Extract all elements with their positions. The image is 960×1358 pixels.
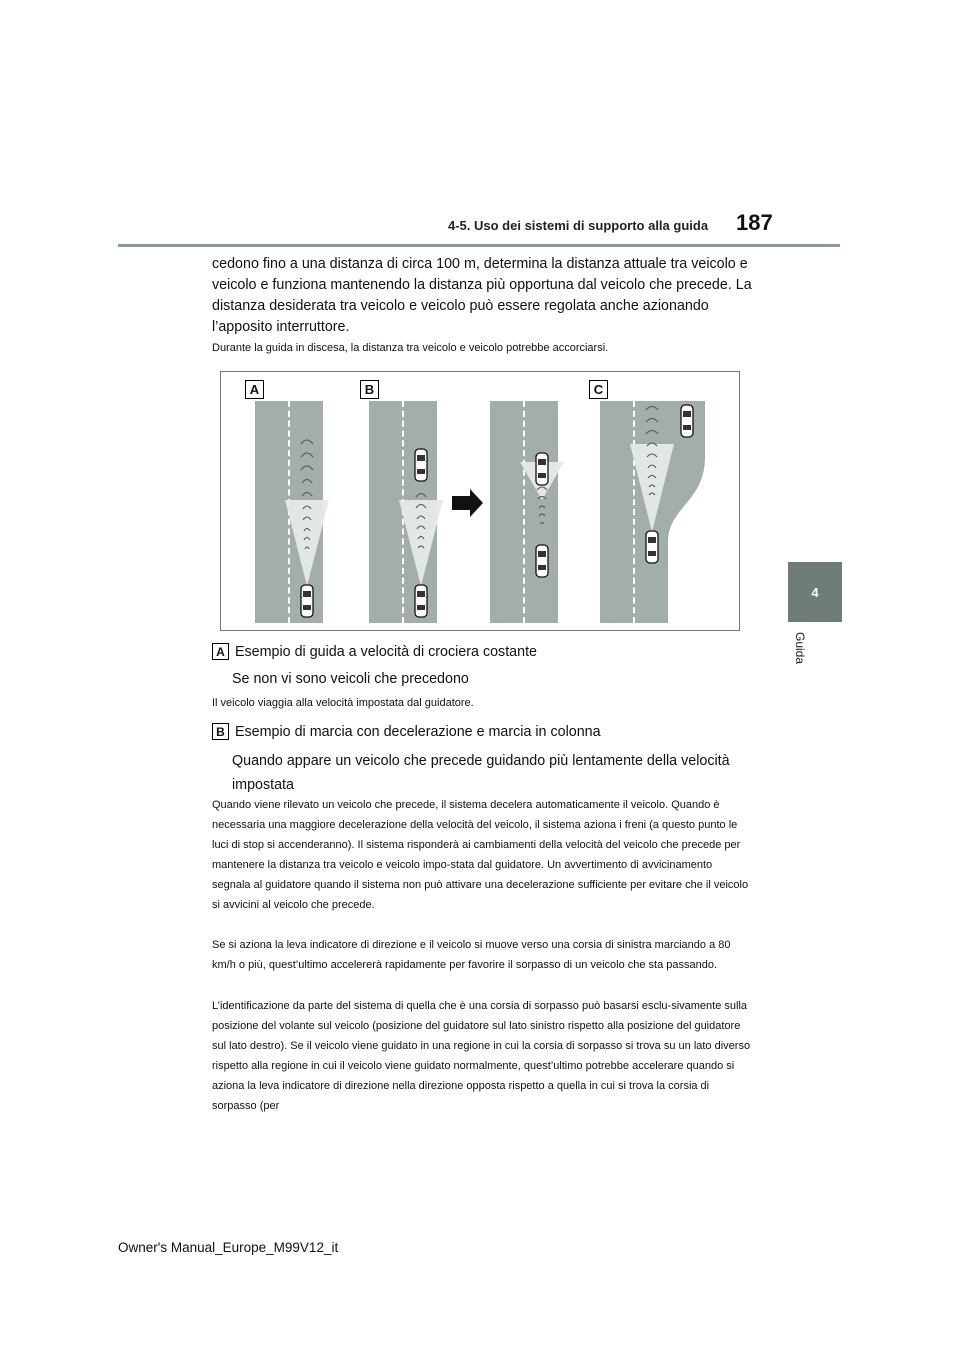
- footer-manual-id: Owner's Manual_Europe_M99V12_it: [118, 1240, 339, 1255]
- header-divider: [118, 244, 840, 247]
- item-a-body: Il veicolo viaggia alla velocità impostata dal guidatore.: [212, 697, 474, 709]
- item-a-subtitle: Se non vi sono veicoli che precedono: [232, 671, 469, 687]
- car-a-own: [300, 584, 314, 618]
- car-c-merging: [680, 404, 694, 438]
- transition-arrow: [452, 489, 483, 517]
- chapter-tab[interactable]: 4: [788, 562, 842, 622]
- item-a-badge: A: [212, 643, 229, 660]
- radar-beam-b1: [399, 500, 443, 586]
- item-a-title: Esempio di guida a velocità di crociera costante: [235, 643, 537, 660]
- page-number: 187: [736, 210, 773, 235]
- car-c-own: [645, 530, 659, 564]
- chapter-label: Guida: [793, 632, 807, 665]
- diagram-overlay: [221, 372, 741, 632]
- acc-diagram: [220, 371, 740, 631]
- item-a-heading: [212, 643, 537, 660]
- item-b-heading: [212, 723, 601, 740]
- item-b-paragraph-2: Se si aziona la leva indicatore di direzione e il veicolo si muove verso una corsia di sinistra marciando a 80 km/h o più, quest’ultimo accelererà rapidamente per favorire il sorpasso di un veicolo che sta passando.: [212, 939, 731, 971]
- item-b-paragraph-3: L’identificazione da parte del sistema di quella che è una corsia di sorpasso può basarsi esclu-sivamente sulla posizione del volante sul veicolo (posizione del guidatore sul lato sinistro rispetto alla posizione del guidatore sul lato destro). Se il veicolo viene guidato in una regione in cui la corsia di sorpasso si trova su un lato diverso rispetto alla regione in cui il veicolo viene guidato normalmente, quest’ultimo potrebbe accelerare quando si aziona la leva indicatore di direzione nella direzione opposta rispetto a quella in cui si trova la corsia di sorpasso (per: [212, 1000, 751, 1112]
- figure-label-b: B: [360, 380, 379, 399]
- radar-waves: [301, 407, 658, 550]
- car-b2-own: [535, 544, 549, 578]
- section-title: 4-5. Uso dei sistemi di supporto alla guida: [448, 218, 709, 233]
- car-b1-lead: [414, 448, 428, 482]
- figure-label-a: A: [245, 380, 264, 399]
- radar-beam-a: [285, 500, 329, 586]
- item-b-paragraph-1: Quando viene rilevato un veicolo che precede, il sistema decelera automaticamente il veicolo. Quando è necessaria una maggiore decelerazione della velocità del veicolo, il sistema aziona i freni (a questo punto le luci di stop si accenderanno). Il sistema risponderà ai cambiamenti della velocità del veicolo che precede per mantenere la distanza tra veicolo e veicolo impo-stata dal guidatore. Un avvertimento di avvicinamento segnala al guidatore quando il sistema non può attivare una decelerazione sufficiente per evitare che il veicolo si avvicini al veicolo che precede.: [212, 799, 749, 911]
- car-b1-own: [414, 584, 428, 618]
- radar-beam-c: [630, 444, 674, 532]
- car-b2-lead: [535, 452, 549, 486]
- figure-label-c: C: [589, 380, 608, 399]
- intro-paragraph: cedono fino a una distanza di circa 100 m, determina la distanza attuale tra veicolo e veicolo e funziona mantenendo la distanza più opportuna dal veicolo che precede. La distanza desiderata tra veicolo e veicolo può essere regolata anche azionando l’apposito interruttore.: [212, 256, 752, 335]
- item-b-title: Esempio di marcia con decelerazione e marcia in colonna: [235, 723, 601, 740]
- intro-note: Durante la guida in discesa, la distanza tra veicolo e veicolo potrebbe accorciarsi.: [212, 342, 609, 354]
- item-b-badge: B: [212, 723, 229, 740]
- item-b-subtitle: Quando appare un veicolo che precede guidando più lentamente della velocità impostata: [232, 753, 730, 793]
